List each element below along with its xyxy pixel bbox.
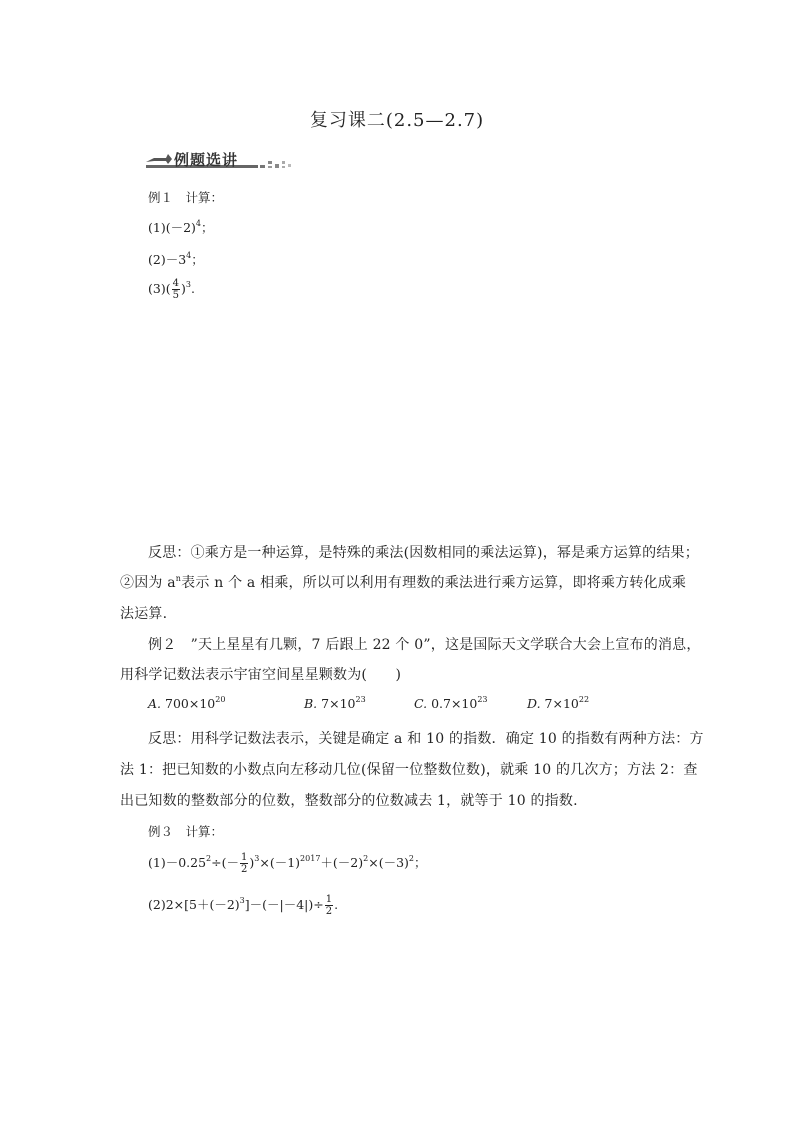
ex1-part2: $(2)-3^4$； xyxy=(148,251,204,267)
ex2-option-a: A. $700\times 10^{20}$ xyxy=(148,695,226,711)
reflection2-line2: 法 1：把已知数的小数点向左移动几位(保留一位整数位数)，就乘 10 的几次方；方法 2：查 xyxy=(120,762,698,778)
fraction-one-half: $\frac{1}{2}$ xyxy=(241,852,248,875)
ex3-part2: $(2)2\times[5+(-2)^3]-(-|-4|)\div$ $\frac{1}{2}$ . xyxy=(148,894,339,917)
reflection1-line2: ②因为 $a^n$表示 n 个 a 相乘，所以可以利用有理数的乘法进行乘方运算，即将乘方转化成乘 xyxy=(120,574,687,591)
reflection2-line3: 出已知数的整数部分的位数，整数部分的位数减去 1，就等于 10 的指数. xyxy=(120,793,578,809)
ex3-heading: 例３ 计算： xyxy=(148,824,224,839)
reflection1-line3: 法运算. xyxy=(120,606,168,622)
ex1-part1: $(1)(-2)^4$； xyxy=(148,219,214,235)
fraction-one-half: $\frac{1}{2}$ xyxy=(325,894,333,917)
page-title: 复习课二(2.5—2.7) xyxy=(309,110,485,131)
reflection2-line1: 反思：用科学记数法表示，关键是确定 a 和 10 的指数．确定 10 的指数有两种方法：方 xyxy=(148,731,704,747)
ex2-line2: 用科学记数法表示宇宙空间星星颗数为( ) xyxy=(120,667,402,683)
ex2-option-d: D. $7\times 10^{22}$ xyxy=(527,695,590,711)
section-banner xyxy=(144,148,296,170)
ex1-heading: 例１ 计算： xyxy=(148,190,224,205)
fraction-four-fifths: $\frac{4}{5}$ xyxy=(172,278,179,301)
ex2-line1: 例２ ”天上星星有几颗，7 后跟上 22 个 0”，这是国际天文学联合大会上宣布的消息， xyxy=(148,637,701,653)
ex2-option-c: C. $0.7\times 10^{23}$ xyxy=(414,695,488,711)
ex1-part3: (3)( $\frac{4}{5}$ )$^3$. xyxy=(148,278,195,301)
reflection1-line1: 反思：①乘方是一种运算，是特殊的乘法(因数相同的乘法运算)，幂是乘方运算的结果； xyxy=(148,545,699,561)
ex3-part1: $(1)-0.25^2\div(-$ $\frac{1}{2}$ )$^3\times(-1)^{2017}+(-2)^2\times(-3)^2$； xyxy=(148,852,427,875)
section-banner-label: 例题选讲 xyxy=(174,151,239,169)
ex2-option-b: B. $7\times 10^{23}$ xyxy=(304,695,366,711)
